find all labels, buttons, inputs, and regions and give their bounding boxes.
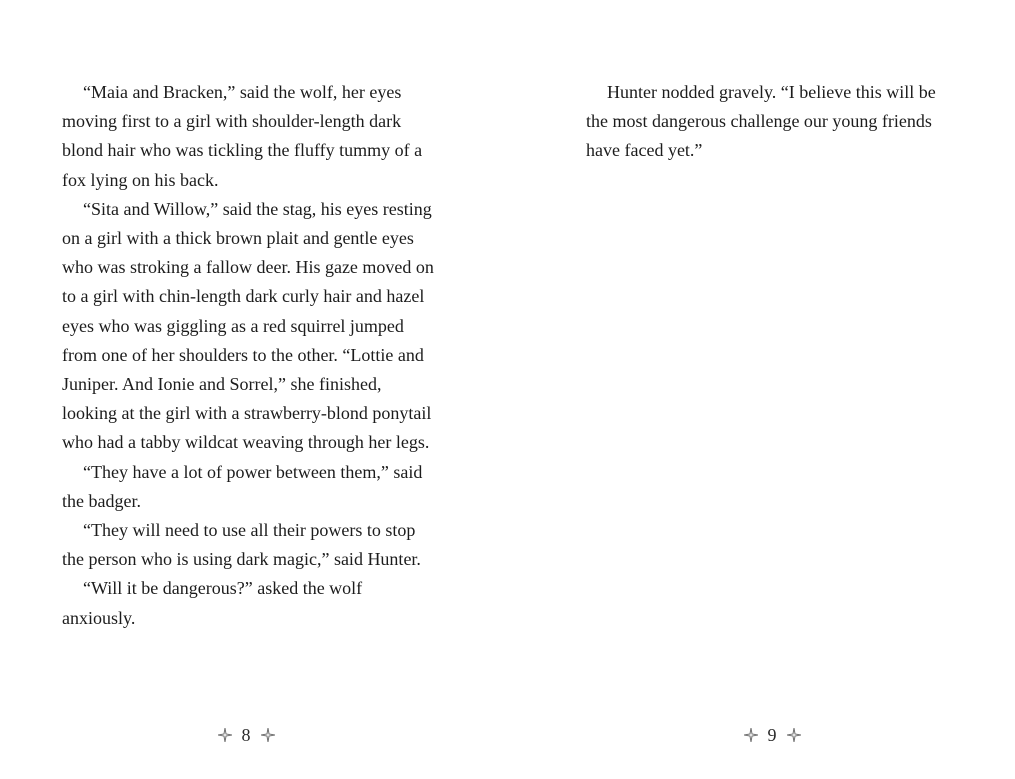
- page-number: 9: [767, 724, 777, 745]
- four-point-star-icon: [787, 728, 801, 742]
- paragraph: “Will it be dangerous?” asked the wolf anxiously.: [62, 578, 363, 628]
- four-point-star-icon: [744, 728, 758, 742]
- paragraph: “Sita and Willow,” said the stag, his eyes resting on a girl with a thick brown plait and gentle eyes who was stroking a fallow deer. His gaze moved on to a girl with chin-length dark curly hair and hazel eyes who was giggling as a red squirrel jumped from one of her shoulders to the other. “Lottie and Juniper. And Ionie and Sorrel,” she finished, looking at the girl with a strawberry-blond ponytail who had a tabby wildcat weaving through her legs.: [62, 198, 434, 453]
- paragraph: “They will need to use all their powers to stop the person who is using dark magic,” said Hunter.: [62, 520, 421, 570]
- left-page-text: [62, 78, 437, 633]
- page-number-footer: [732, 722, 812, 748]
- paragraph: Hunter nodded gravely. “I believe this will be the most dangerous challenge our young friends have faced yet.”: [586, 82, 936, 161]
- paragraph: “Maia and Bracken,” said the wolf, her eyes moving first to a girl with shoulder-length dark blond hair who was tickling the fluffy tummy of a fox lying on his back.: [62, 82, 423, 190]
- four-point-star-icon: [218, 728, 232, 742]
- left-page: [0, 0, 507, 779]
- right-page: [507, 0, 1015, 779]
- four-point-star-icon: [261, 728, 275, 742]
- page-number-footer: [206, 722, 286, 748]
- paragraph: “They have a lot of power between them,” said the badger.: [62, 461, 423, 511]
- right-page-text: [586, 78, 956, 166]
- page-number: 8: [241, 724, 251, 745]
